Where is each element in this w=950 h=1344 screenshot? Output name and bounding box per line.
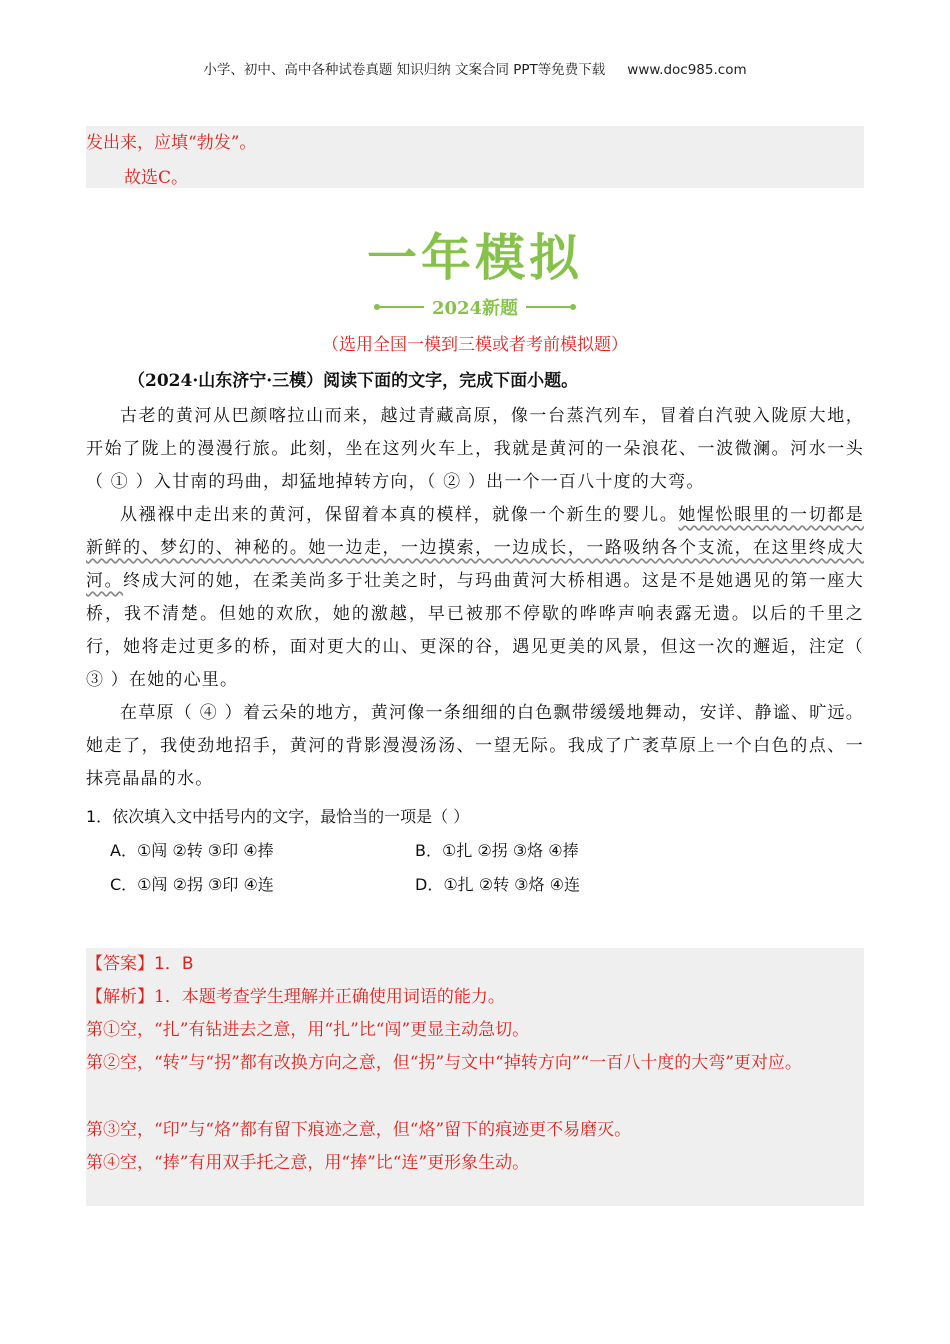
- spacer: [86, 1080, 864, 1114]
- analysis-blank-1: 第①空，“扎”有钻进去之意，用“扎”比“闯”更显主动急切。: [86, 1020, 530, 1040]
- option-a[interactable]: A．①闯 ②转 ③印 ④捧: [110, 841, 274, 860]
- option-d[interactable]: D．①扎 ②转 ③烙 ④连: [415, 875, 580, 894]
- prev-answer-line-2: 故选C。: [124, 168, 189, 188]
- option-b[interactable]: B．①扎 ②拐 ③烙 ④捧: [415, 841, 579, 860]
- passage-paragraph-1: 古老的黄河从巴颜喀拉山而来，越过青藏高原，像一台蒸汽列车，冒着白汽驶入陇原大地，开始了陇上的漫漫行旅。此刻，坐在这列火车上，我就是黄河的一朵浪花、一波微澜。河水一头（ ① ）入甘南的玛曲，却猛地掉转方向，（ ② ）出一个一百八十度的大弯。: [86, 406, 864, 492]
- p2-start: 从襁褓中走出来的黄河，保留着本真的模样，就像一个新生的婴儿。: [120, 505, 679, 525]
- header-text: 小学、初中、高中各种试卷真题 知识归纳 文案合同 PPT等免费下载: [203, 62, 606, 78]
- analysis-blank-4: 第④空，“捧”有用双手托之意，用“捧”比“连”更形象生动。: [86, 1153, 530, 1173]
- question-options: [110, 836, 864, 900]
- analysis-line: 【解析】1．本题考查学生理解并正确使用词语的能力。: [86, 987, 505, 1007]
- passage-paragraph-2: [86, 499, 864, 697]
- question-stem: 1．依次填入文中括号内的文字，最恰当的一项是（ ）: [86, 807, 470, 826]
- option-c[interactable]: C．①闯 ②拐 ③印 ④连: [110, 875, 274, 894]
- passage-paragraph-3: 在草原（ ④ ）着云朵的地方，黄河像一条细细的白色飘带缓缓地舞动，安详、静谧、旷远。她走了，我使劲地招手，黄河的背影漫漫汤汤、一望无际。我成了广袤草原上一个白色的点、一抹亮晶晶的水。: [86, 703, 864, 789]
- answer-box: [86, 948, 864, 1206]
- prev-answer-line-1: 发出来，应填“勃发”。: [86, 133, 257, 153]
- banner-subtitle-row: [0, 294, 950, 320]
- answer-line: 【答案】1．B: [86, 954, 194, 974]
- p2-wavy-underlined: 她惺忪眼里的一切都是新鲜的、梦幻的、神秘的。她一边走，一边摸索，一边成长，一路吸纳各个支流，在这里终成大河。: [86, 505, 865, 591]
- analysis-blank-3: 第③空，“印”与“烙”都有留下痕迹之意，但“烙”留下的痕迹更不易磨灭。: [86, 1120, 632, 1140]
- divider-right: [526, 306, 570, 308]
- page-header: [0, 58, 950, 78]
- analysis-blank-2: 第②空，“转”与“拐”都有改换方向之意，但“拐”与文中“掉转方向”“一百八十度的大弯”更对应。: [86, 1053, 802, 1073]
- passage-section: [86, 366, 864, 900]
- p2-end: 终成大河的她，在柔美尚多于壮美之时，与玛曲黄河大桥相遇。这是不是她遇见的第一座大桥，我不清楚。但她的欢欣，她的激越，早已被那不停歇的哗哗声响表露无遗。以后的千里之行，她将走过更多的桥，面对更大的山、更深的谷，遇见更美的风景，但这一次的邂逅，注定（ ③ ）在她的心里。: [86, 571, 865, 690]
- divider-left: [380, 306, 424, 308]
- previous-answer-box: [86, 126, 864, 188]
- header-site-link[interactable]: www.doc985.com: [627, 62, 747, 78]
- banner-subtitle: 2024新题: [431, 298, 519, 319]
- banner-title: 一年模拟: [367, 229, 583, 287]
- passage-source: （2024·山东济宁·三模）阅读下面的文字，完成下面小题。: [128, 371, 579, 391]
- banner-note: （选用全国一模到三模或者考前模拟题）: [322, 335, 628, 355]
- section-banner: [0, 226, 950, 355]
